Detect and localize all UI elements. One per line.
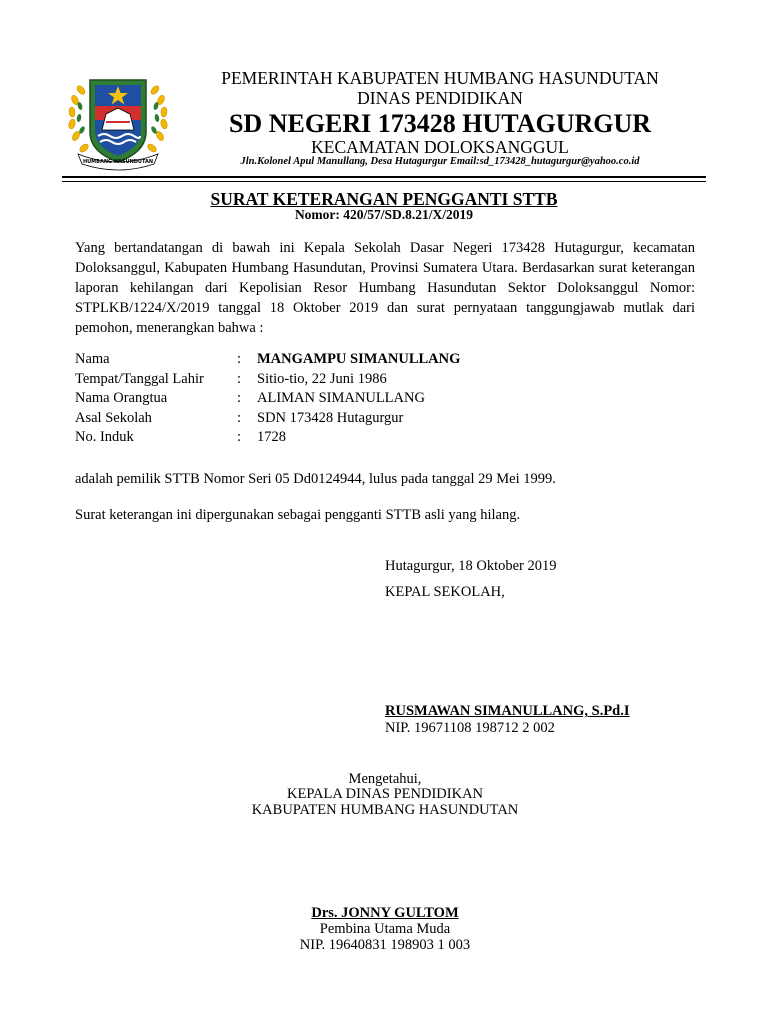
document-title: SURAT KETERANGAN PENGGANTI STTB [210, 189, 558, 209]
intro-paragraph: Yang bertandatangan di bawah ini Kepala Sekolah Dasar Negeri 173428 Hutagurgur, kecamatan Doloksanggul, Kabupaten Humbang Hasundutan, Provinsi Sumatera Utara. Berdasarkan surat keterangan laporan kehilangan dari Kepolisian Resor Humbang Hasundutan Sektor Doloksanggul Nomor: STPLKB/1224/X/2019 tanggal 18 Oktober 2019 dan surat pernyataan tanggungjawab mutlak dari pemohon, menerangkan bahwa : [75, 240, 695, 336]
approval-position-1: KEPALA DINAS PENDIDIKAN [286, 786, 484, 802]
field-colon: : [237, 370, 242, 387]
approval-position-2: KABUPATEN HUMBANG HASUNDUTAN [251, 802, 519, 818]
approver-name: Drs. JONNY GULTOM [311, 905, 459, 921]
letterhead-thick-rule [62, 176, 706, 178]
field-label: Nama [75, 351, 110, 367]
letterhead-thin-rule [62, 181, 706, 182]
logo-ribbon-text: HUMBANG HASUNDUTAN [82, 159, 154, 165]
field-label: No. Induk [75, 429, 134, 445]
purpose-statement: Surat keterangan ini dipergunakan sebagai pengganti STTB asli yang hilang. [75, 507, 521, 523]
field-colon: : [237, 390, 242, 406]
field-value: Sitio-tio, 22 Juni 1986 [257, 370, 387, 387]
field-value: ALIMAN SIMANULLANG [257, 390, 425, 406]
document-number: Nomor: 420/57/SD.8.21/X/2019 [294, 207, 474, 222]
field-label: Nama Orangtua [75, 390, 168, 406]
signer-nip: NIP. 19671108 198712 2 002 [385, 720, 555, 736]
government-name: PEMERINTAH KABUPATEN HUMBANG HASUNDUTAN [221, 68, 659, 88]
approval-label: Mengetahui, [348, 771, 422, 787]
signer-name: RUSMAWAN SIMANULLANG, S.Pd.I [385, 703, 630, 719]
district-name: KECAMATAN DOLOKSANGGUL [311, 137, 569, 157]
field-value: SDN 173428 Hutagurgur [257, 409, 404, 426]
signer-position: KEPAL SEKOLAH, [385, 584, 505, 600]
school-address: Jln.Kolonel Apul Manullang, Desa Hutagurgur Email:sd_173428_hutagurgur@yahoo.co.id [240, 156, 640, 167]
field-label: Tempat/Tanggal Lahir [75, 370, 204, 387]
department-name: DINAS PENDIDIKAN [357, 88, 523, 108]
school-name: SD NEGERI 173428 HUTAGURGUR [228, 109, 652, 138]
field-value: MANGAMPU SIMANULLANG [257, 351, 461, 367]
field-colon: : [237, 409, 242, 426]
field-label: Asal Sekolah [75, 409, 152, 426]
field-value: 1728 [257, 429, 286, 445]
approver-rank: Pembina Utama Muda [319, 921, 451, 937]
field-colon: : [237, 351, 242, 367]
ownership-statement: adalah pemilik STTB Nomor Seri 05 Dd0124944, lulus pada tanggal 29 Mei 1999. [75, 471, 556, 487]
place-date: Hutagurgur, 18 Oktober 2019 [385, 558, 557, 574]
approver-nip: NIP. 19640831 198903 1 003 [299, 937, 471, 953]
field-colon: : [237, 429, 242, 445]
